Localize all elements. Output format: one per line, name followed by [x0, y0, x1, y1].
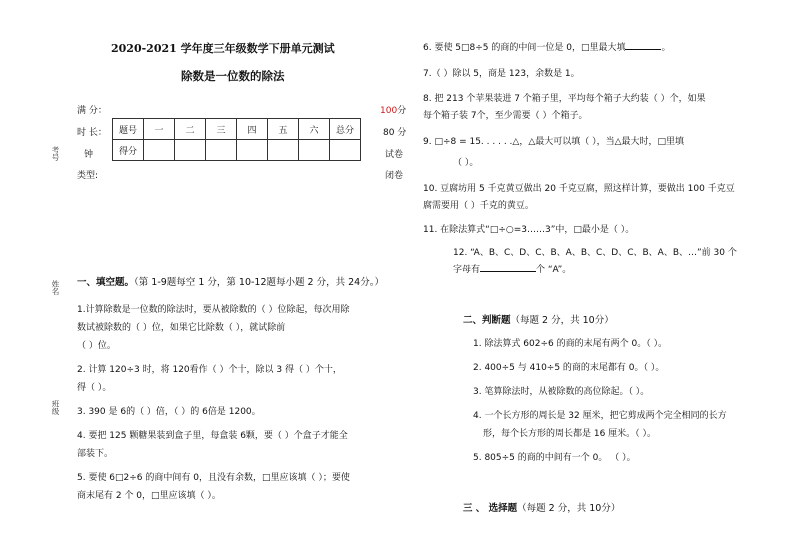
score-cell[interactable]: [268, 140, 299, 161]
question-4-line-2: 部装下。: [77, 449, 114, 459]
question-4-line-1: 4. 要把 125 颗糖果装到盒子里，每盒装 6颗，要（ ）个盒子才能全: [77, 431, 348, 441]
answer-blank[interactable]: [625, 40, 661, 50]
question-11: 11. 在除法算式“□÷○=3……3”中，□最小是（ ）。: [423, 225, 635, 235]
judge-item-2: 2. 400÷5 与 410÷5 的商的末尾都有 0。（ ）。: [473, 363, 665, 373]
answer-blank[interactable]: [480, 262, 536, 272]
type-label: 类型:: [77, 171, 99, 181]
score-table-header: 总分: [330, 119, 361, 140]
judge-item-1: 1. 除法算式 602÷6 的商的末尾有两个 0。（ ）。: [473, 339, 668, 349]
score-table-header: 题号: [113, 119, 144, 140]
question-5-line-1: 5. 要使 6□2÷6 的商中间有 0，且没有余数，□里应该填（ ）；要使: [77, 473, 350, 483]
score-table-header-row: [113, 119, 361, 140]
question-8-line-1: 8. 把 213 个苹果装进 7 个箱子里，平均每个箱子大约装（ ）个，如果: [423, 94, 706, 104]
score-table-header: 三: [206, 119, 237, 140]
question-8-line-2: 每个箱子装 7个，至少需要（ ）个箱子。: [423, 111, 588, 121]
score-cell[interactable]: [330, 140, 361, 161]
question-9-line-2: （ ）。: [453, 158, 479, 168]
score-cell[interactable]: [299, 140, 330, 161]
judge-item-3: 3. 笔算除法时，从被除数的高位除起。（ ）。: [473, 387, 650, 397]
question-3: 3. 390 是 6的（ ）倍，（ ）的 6倍是 1200。: [77, 407, 261, 417]
score-table: [112, 118, 361, 161]
closed-label: 闭卷: [385, 171, 404, 181]
page-subtitle: 除数是一位数的除法: [181, 69, 285, 83]
judge-item-4-line-1: 4. 一个长方形的周长是 32 厘米，把它剪成两个完全相同的长方: [473, 411, 727, 421]
question-1-line-1: 1.计算除数是一位数的除法时，要从被除数的（ ）位除起，每次用除: [77, 305, 350, 315]
score-cell[interactable]: [206, 140, 237, 161]
question-9-line-1: 9. □÷8 = 15. . . . . .△，△最大可以填（ ），当△最大时，□里填: [423, 137, 685, 147]
score-cell[interactable]: [237, 140, 268, 161]
question-2-line-2: 得（ ）。: [77, 383, 112, 393]
question-10-line-2: 腐需要用（ ）千克的黄豆。: [423, 201, 534, 211]
score-table-header: 二: [175, 119, 206, 140]
clock-label: 钟: [84, 150, 94, 160]
score-table-header: 一: [144, 119, 175, 140]
question-6: 6. 要使 5□8÷5 的商的中间一位是 0，□里最大填 。: [423, 40, 671, 53]
question-2-line-1: 2. 计算 120÷3 时，将 120看作（ ）个十，除以 3 得（ ）个十，: [77, 365, 342, 375]
page-title: 2020-2021 学年度三年级数学下册单元测试: [111, 42, 335, 55]
question-7: 7.（ ）除以 5，商是 123，余数是 1。: [423, 69, 580, 79]
question-12-line-1: 12. “A、B、C、D、C、B、A、B、C、D、C、B、A、B、…”前 30 个: [453, 248, 737, 258]
judge-item-5: 5. 805÷5 的商的中间有一个 0。 （ ）。: [473, 453, 636, 463]
score-table-header: 五: [268, 119, 299, 140]
question-1-line-2: 数试被除数的（ ）位，如果它比除数（ ），就试除前: [77, 323, 286, 333]
question-10-line-1: 10. 豆腐坊用 5 千克黄豆做出 20 千克豆腐，照这样计算，要做出 100 千克豆: [423, 184, 735, 194]
time-label: 时 长：: [77, 128, 107, 138]
score-table-header: 六: [299, 119, 330, 140]
question-5-line-2: 商末尾有 2 个 0，□里应该填（ ）。: [77, 491, 221, 501]
score-table-score-row: [113, 140, 361, 161]
side-label-name: 姓名: [51, 280, 60, 295]
paper-label: 试卷: [385, 150, 404, 160]
score-table-header: 四: [237, 119, 268, 140]
section2-title: 二、判断题（每题 2 分，共 10分）: [463, 315, 614, 326]
question-1-line-3: （ ）位。: [77, 341, 116, 351]
full-score-label: 满 分：: [77, 106, 107, 116]
question-12-line-2: 字母有 个 “A”。: [453, 262, 571, 275]
score-row-label: 得分: [113, 140, 144, 161]
score-cell[interactable]: [144, 140, 175, 161]
side-label-class: 班级: [51, 400, 60, 415]
time-value: 80 分: [383, 128, 407, 138]
section1-title: 一、填空题。（第 1-9题每空 1 分，第 10-12题每小题 2 分，共 24分。）: [77, 277, 384, 288]
full-score-value: 100分: [380, 106, 407, 116]
score-cell[interactable]: [175, 140, 206, 161]
judge-item-4-line-2: 形，每个长方形的周长都是 16 厘米。（ ）。: [483, 429, 657, 439]
side-label-exam-no: 考号: [51, 146, 60, 161]
section3-title: 三 、 选择题（每题 2 分，共 10分）: [463, 503, 621, 514]
